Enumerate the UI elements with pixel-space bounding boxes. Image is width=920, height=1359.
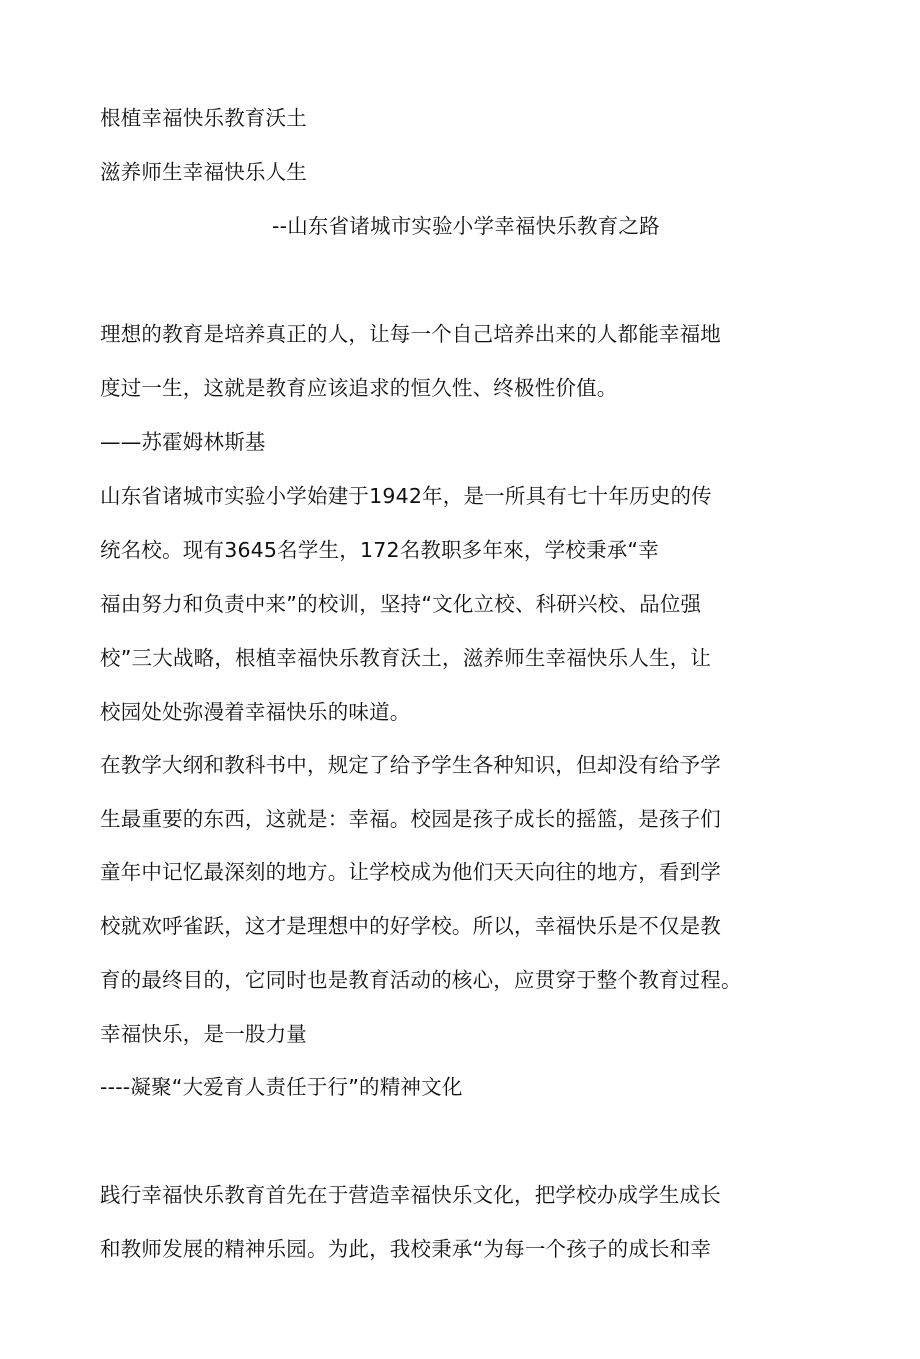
paragraph1-line-1: 山东省诸城市实验小学始建于1942年，是一所具有七十年历史的传 [100, 484, 712, 508]
paragraph1-line-3: 福由努力和负责中来”的校训，坚持“文化立校、科研兴校、品位强 [100, 592, 702, 616]
paragraph3-line-2: 和教师发展的精神乐园。为此，我校秉承“为每一个孩子的成长和幸 [100, 1237, 712, 1261]
paragraph1-line-2: 统名校。现有3645名学生，172名教职多年來，学校秉承“幸 [100, 538, 659, 562]
paragraph2-line-2: 生最重要的东西，这就是：幸福。校园是孩子成长的摇篮，是孩子们 [100, 807, 721, 831]
paragraph3-line-1: 践行幸福快乐教育首先在于营造幸福快乐文化，把学校办成学生成长 [100, 1183, 721, 1207]
quote-line-1: 理想的教育是培养真正的人，让每一个自己培养出来的人都能幸福地 [100, 322, 721, 346]
paragraph1-line-5: 校园处处弥漫着幸福快乐的味道。 [100, 700, 411, 724]
title-line-2: 滋养师生幸福快乐人生 [100, 160, 307, 184]
paragraph1-line-4: 校”三大战略，根植幸福快乐教育沃土，滋养师生幸福快乐人生，让 [100, 646, 712, 670]
subtitle: --山东省诸城市实验小学幸福快乐教育之路 [272, 214, 660, 238]
paragraph2-line-3: 童年中记忆最深刻的地方。让学校成为他们天天向往的地方，看到学 [100, 860, 721, 884]
quote-author: ——苏霍姆林斯基 [100, 430, 266, 454]
quote-line-2: 度过一生，这就是教育应该追求的恒久性、终极性价值。 [100, 376, 618, 400]
paragraph2-line-4: 校就欢呼雀跃，这才是理想中的好学校。所以，幸福快乐是不仅是教 [100, 914, 721, 938]
paragraph2-line-5: 育的最终目的，它同时也是教育活动的核心，应贯穿于整个教育过程。 [100, 968, 742, 992]
paragraph2-line-1: 在教学大纲和教科书中，规定了给予学生各种知识，但却没有给予学 [100, 753, 721, 777]
title-line-1: 根植幸福快乐教育沃土 [100, 106, 307, 130]
section-subheading: ----凝聚“大爱育人责任于行”的精神文化 [100, 1075, 463, 1099]
section-heading: 幸福快乐，是一股力量 [100, 1022, 307, 1046]
